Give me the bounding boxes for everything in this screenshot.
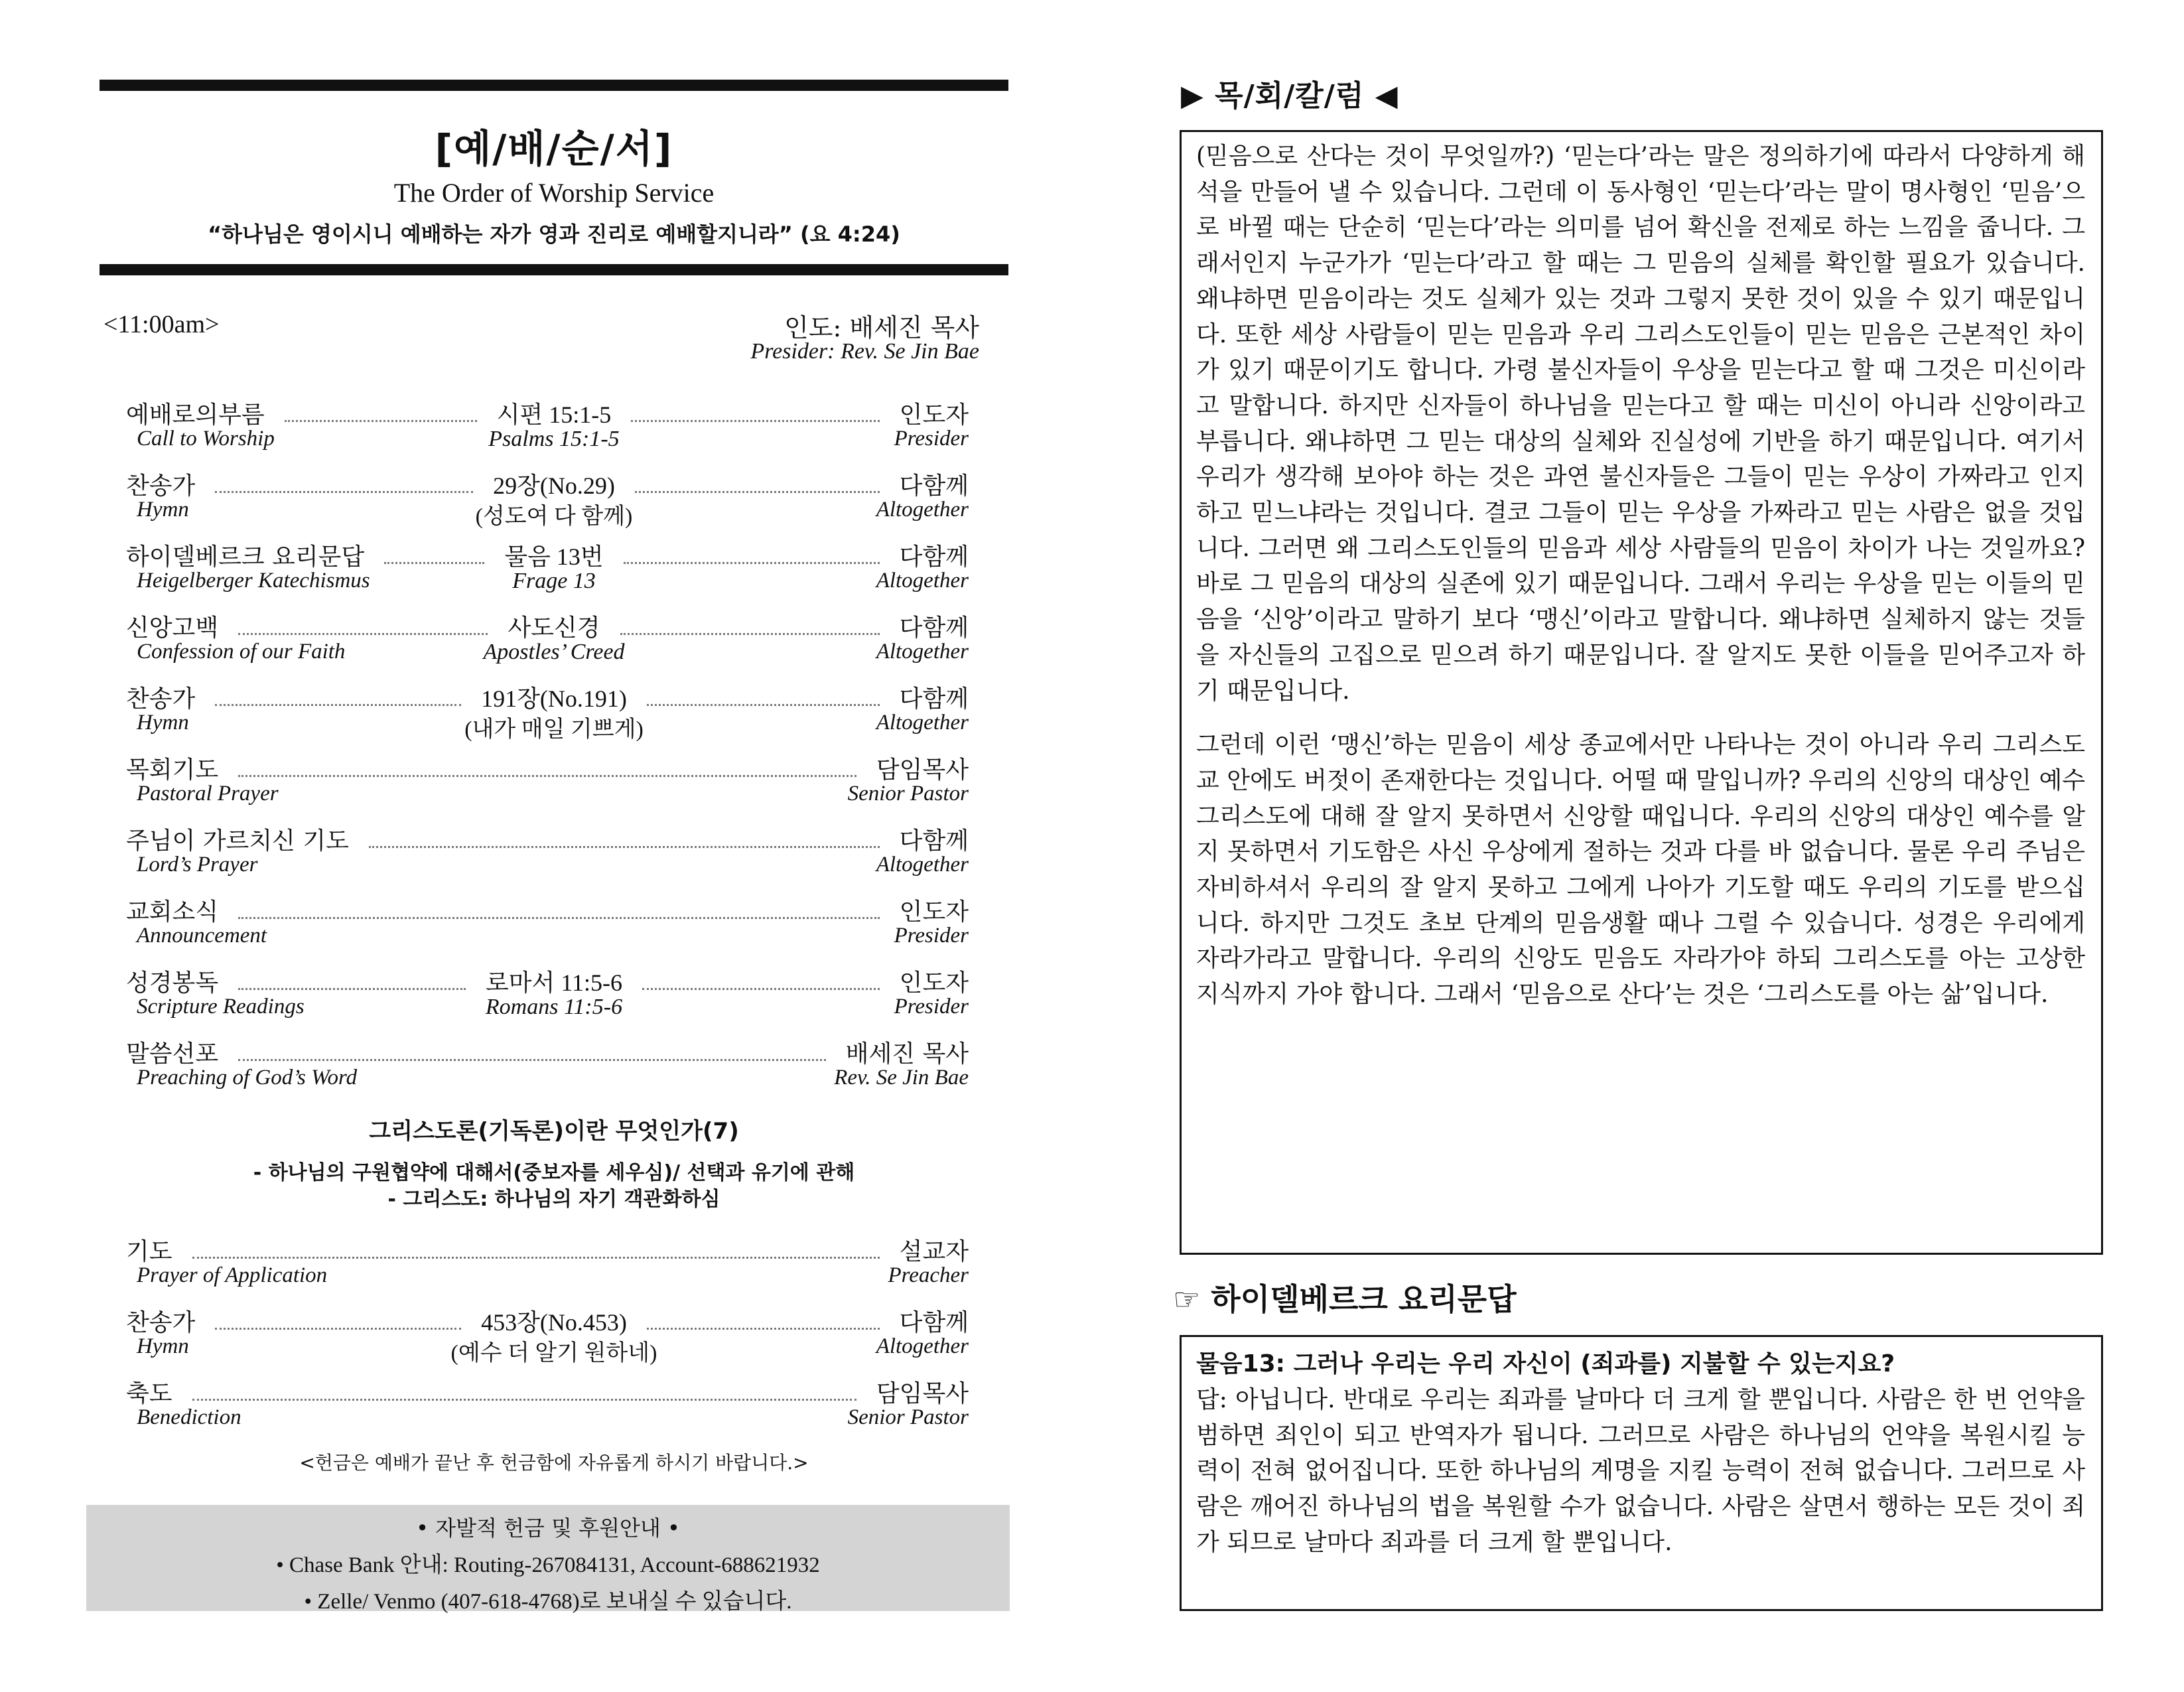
item-english: Benediction (137, 1405, 241, 1429)
order-item (100, 822, 1008, 893)
dotted-leader (192, 1257, 880, 1259)
offering-note: <헌금은 예배가 끝난 후 헌금함에 자유롭게 하시기 바랍니다.> (299, 1452, 809, 1474)
sermon-title-block (100, 1113, 1008, 1213)
item-detail-main: 시편 15:1-5 (496, 401, 612, 428)
presider-english: Presider: Rev. Se Jin Bae (750, 339, 979, 364)
item-leader-korean: 다함께 (899, 827, 969, 855)
service-info (100, 310, 1008, 383)
item-leader-english: Rev. Se Jin Bae (834, 1066, 969, 1090)
service-time: <11:00am> (103, 311, 220, 338)
top-rule (100, 80, 1008, 91)
item-korean: 목회기도 (126, 756, 219, 784)
dotted-leader (215, 1328, 461, 1330)
item-leader-korean: 인도자 (899, 969, 969, 997)
item-leader-english: Altogether (876, 640, 969, 664)
item-detail (100, 1304, 1008, 1367)
item-english: Preaching of God’s Word (137, 1066, 358, 1090)
item-detail-sub: Frage 13 (512, 569, 596, 593)
item-detail-main: 191장(No.191) (481, 685, 627, 712)
order-item (100, 1304, 1008, 1375)
item-leader-english: Altogether (876, 1334, 969, 1358)
sermon-subtitle (100, 1160, 1008, 1213)
item-detail-main: 453장(No.453) (481, 1309, 627, 1336)
item-english: Call to Worship (137, 427, 275, 451)
item-korean: 기도 (126, 1238, 172, 1265)
item-detail-sub: (예수 더 알기 원하네) (450, 1341, 657, 1366)
item-korean: 찬송가 (126, 1309, 196, 1336)
dotted-leader (215, 491, 473, 493)
item-korean: 예배로의부름 (126, 401, 265, 429)
order-item (100, 1035, 1008, 1106)
pastor-column-box (1180, 130, 2103, 1255)
order-of-worship (100, 80, 1008, 1475)
item-detail-main: 로마서 11:5-6 (486, 969, 622, 996)
dotted-leader (238, 917, 880, 919)
dotted-leader (238, 775, 856, 777)
item-detail-sub: Apostles’ Creed (483, 640, 625, 664)
dotted-leader (238, 633, 488, 635)
item-detail-sub: (내가 매일 기쁘게) (464, 717, 644, 742)
item-korean: 주님이 가르치신 기도 (126, 827, 349, 855)
item-detail (100, 467, 1008, 530)
item-leader-korean: 설교자 (899, 1238, 969, 1265)
presider-korean: 인도: 배세진 목사 (784, 313, 979, 342)
dotted-leader (620, 633, 880, 635)
support-zelle-line: • Zelle/ Venmo (407-618-4768)로 보내실 수 있습니다. (304, 1590, 792, 1614)
dotted-leader (635, 491, 880, 493)
item-leader-korean: 담임목사 (876, 1380, 969, 1407)
order-item (100, 1233, 1008, 1304)
item-korean: 성경봉독 (126, 969, 219, 997)
page-title: [예/배/순/서] (435, 126, 673, 171)
item-detail (100, 680, 1008, 743)
dotted-leader (369, 846, 880, 848)
bottom-rule (100, 264, 1008, 275)
order-item (100, 467, 1008, 538)
item-korean: 하이델베르크 요리문답 (126, 543, 365, 571)
catechism-question: 물음13: 그러나 우리는 우리 자신이 (죄과를) 지불할 수 있는지요? (1196, 1350, 1895, 1377)
dotted-leader (624, 562, 880, 564)
item-english: Confession of our Faith (137, 640, 346, 664)
item-leader-english: Altogether (876, 711, 969, 735)
column-paragraph-2: 그런데 이런 ‘맹신’하는 믿음이 세상 종교에서만 나타나는 것이 아니라 우리 그리스도교 안에도 버젓이 존재한다는 것입니다. 어떨 때 말입니까? 우리의 신앙의 대상인 예수 그리스도에 대해 잘 알지 못하면서 신앙할 때입니다. 우리의 신앙의 대상인 예수를 알지 못하면서 기도함은 사신 우상에게 절하는 것과 다를 바 없습니다. 물론 우리 주님은 자비하셔서 우리의 잘 알지 못하고 그에게 나아가 기도할 때도 우리의 기도를 받으십니다. 하지만 그것도 초보 단계의 믿음생활 때나 그럴 수 있습니다. 성경은 우리에게 자라가라고 말합니다. 우리의 신앙도 믿음도 자라가야 하되 그리스도를 아는 고상한 지식까지 가야 합니다. 그래서 ‘믿음으로 산다’는 것은 ‘그리스도를 아는 삶’입니다. (1196, 731, 2085, 1009)
item-english: Pastoral Prayer (137, 782, 279, 806)
order-item (100, 751, 1008, 822)
sermon-subtitle-line-2: - 그리스도: 하나님의 자기 객관화하심 (387, 1188, 720, 1211)
item-english: Hymn (137, 498, 189, 522)
page-subtitle: The Order of Worship Service (393, 178, 715, 208)
dotted-leader (631, 420, 879, 422)
support-bank-line: • Chase Bank 안내: Routing-267084131, Account-688621932 (276, 1553, 820, 1577)
item-english: Scripture Readings (137, 995, 305, 1019)
worship-order-list (100, 396, 1008, 1106)
item-english: Hymn (137, 1334, 189, 1358)
dotted-leader (647, 1328, 880, 1330)
item-english: Announcement (137, 924, 267, 948)
pastor-column-heading: ▶ 목/회/칼/럼 ◀ (1181, 79, 1399, 113)
dotted-leader (238, 1059, 826, 1061)
order-item (100, 396, 1008, 467)
worship-order-list-2 (100, 1233, 1008, 1446)
item-leader-korean: 담임목사 (876, 756, 969, 784)
dotted-leader (238, 988, 466, 990)
item-leader-english: Presider (894, 427, 969, 451)
item-leader-korean: 인도자 (899, 401, 969, 429)
item-leader-english: Senior Pastor (847, 1405, 969, 1429)
order-item (100, 893, 1008, 964)
item-english: Prayer of Application (137, 1263, 328, 1287)
item-leader-korean: 다함께 (899, 543, 969, 571)
order-item (100, 964, 1008, 1035)
item-detail-main: 사도신경 (508, 614, 600, 641)
support-heading: • 자발적 헌금 및 후원안내 • (416, 1516, 680, 1541)
column-paragraph-1: (믿음으로 산다는 것이 무엇일까?) ‘믿는다’라는 말은 정의하기에 따라서 다양하게 해석을 만들어 낼 수 있습니다. 그런데 이 동사형인 ‘믿는다’라는 말이 명사형인 ‘믿음’으로 바뀔 때는 단순히 ‘믿는다’라는 의미를 넘어 확신을 전제로 하는 느낌을 줍니다. 그래서인지 누군가가 ‘믿는다’라고 할 때는 그 믿음의 실체를 확인할 필요가 있습니다. 왜냐하면 믿음이라는 것도 실체가 있는 것과 그렇지 못한 것이 있을 수 있기 때문입니다. 또한 세상 사람들이 믿는 믿음과 우리 그리스도인들이 믿는 믿음은 근본적인 차이가 있기 때문이기도 합니다. 가령 불신자들이 우상을 믿는다고 할 때 그것은 미신이라고 말합니다. 하지만 신자들이 하나님을 믿는다고 할 때는 미신이 아니라 신앙이라고 부릅니다. 왜냐하면 그 믿는 대상의 실체와 진실성에 기반을 하기 때문입니다. 여기서 우리가 생각해 보아야 하는 것은 과연 불신자들은 그들이 믿는 우상이 가짜라고 인지하고 믿느냐라는 것입니다. 결코 그들이 믿는 우상을 가짜라고 믿는 사람은 없을 것입니다. 그러면 왜 그리스도인들의 믿음과 세상 사람들의 믿음이 차이가 나는 것일까요? 바로 그 믿음의 대상의 실존에 있기 때문입니다. 그래서 우리는 우상을 믿는 이들의 믿음을 ‘신앙’이라고 말하기 보다 ‘맹신’이라고 말합니다. 왜냐하면 실체하지 않는 것들을 자신들의 고집으로 믿으려 하기 때문입니다. 잘 알지도 못한 이들을 믿어주고자 하기 때문입니다. (1196, 143, 2085, 705)
item-korean: 말씀선포 (126, 1040, 219, 1068)
item-detail-main: 물음 13번 (504, 543, 604, 570)
item-korean: 찬송가 (126, 472, 196, 500)
item-leader-english: Presider (894, 995, 969, 1019)
order-item (100, 609, 1008, 680)
order-item (100, 538, 1008, 609)
item-leader-english: Altogether (876, 853, 969, 877)
theme-verse: “하나님은 영이시니 예배하는 자가 영과 진리로 예배할지니라” (요 4:24) (208, 222, 900, 247)
item-leader-korean: 다함께 (899, 685, 969, 713)
item-korean: 교회소식 (126, 898, 219, 926)
dotted-leader (642, 988, 880, 990)
item-english: Heigelberger Katechismus (137, 569, 370, 593)
item-detail-sub: Psalms 15:1-5 (488, 427, 620, 451)
item-detail (100, 609, 1008, 665)
item-leader-korean: 인도자 (899, 898, 969, 926)
item-leader-english: Preacher (888, 1263, 969, 1287)
item-detail-sub: Romans 11:5-6 (485, 995, 623, 1019)
item-leader-english: Altogether (876, 498, 969, 522)
item-leader-english: Presider (894, 924, 969, 948)
dotted-leader (215, 704, 461, 706)
item-detail (100, 964, 1008, 1020)
offering-support-box (86, 1505, 1010, 1614)
dotted-leader (384, 562, 484, 564)
item-english: Hymn (137, 711, 189, 735)
item-english: Lord’s Prayer (137, 853, 258, 877)
sermon-subtitle-line-1: - 하나님의 구원협약에 대해서(중보자를 세우심)/ 선택과 유기에 관해 (253, 1161, 855, 1184)
item-leader-english: Senior Pastor (847, 782, 969, 806)
catechism-box (1180, 1335, 2103, 1611)
order-item (100, 1375, 1008, 1446)
item-korean: 축도 (126, 1380, 172, 1407)
item-detail (100, 396, 1008, 452)
catechism-answer: 답: 아닙니다. 반대로 우리는 죄과를 날마다 더 크게 할 뿐입니다. 사람은 한 번 언약을 범하면 죄인이 되고 반역자가 됩니다. 그러므로 사람은 하나님의 언약을 복원시킬 능력이 전혀 없어집니다. 또한 하나님의 계명을 지킬 능력이 전혀 없습니다. 그러므로 사람은 깨어진 하나님의 법을 복원할 수가 없습니다. 사람은 살면서 행하는 모든 것이 죄가 되므로 날마다 죄과를 더 크게 할 뿐입니다. (1196, 1386, 2085, 1556)
item-detail-sub: (성도여 다 함께) (475, 504, 633, 529)
dotted-leader (647, 704, 880, 706)
item-leader-korean: 다함께 (899, 472, 969, 500)
item-korean: 신앙고백 (126, 614, 219, 642)
catechism-heading: ☞ 하이델베르크 요리문답 (1173, 1281, 1517, 1317)
item-korean: 찬송가 (126, 685, 196, 713)
item-leader-korean: 다함께 (899, 614, 969, 642)
item-leader-korean: 다함께 (899, 1309, 969, 1336)
item-leader-english: Altogether (876, 569, 969, 593)
dotted-leader (285, 420, 477, 422)
sermon-title: 그리스도론(기독론)이란 무엇인가(7) (369, 1118, 739, 1145)
item-detail (100, 538, 1008, 594)
item-detail-main: 29장(No.29) (493, 472, 615, 499)
item-leader-korean: 배세진 목사 (845, 1040, 969, 1068)
order-item (100, 680, 1008, 751)
dotted-leader (192, 1399, 856, 1401)
